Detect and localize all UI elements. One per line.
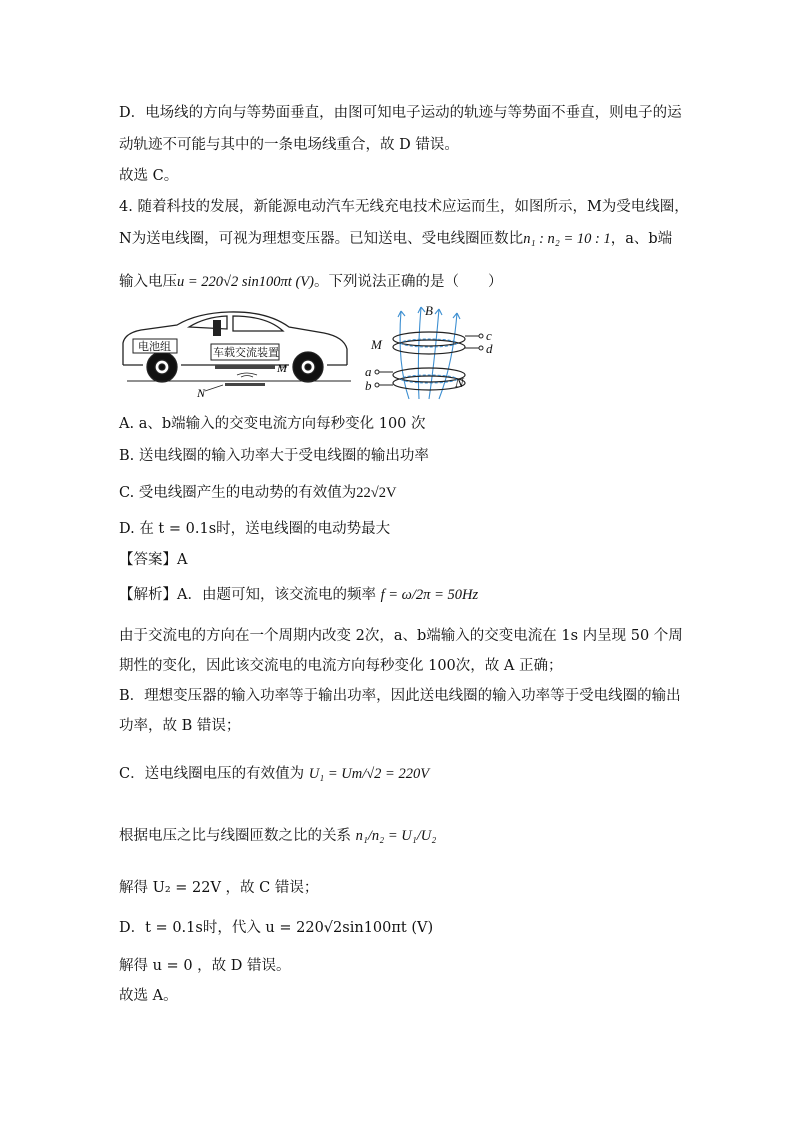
ground-coil-N (225, 383, 265, 386)
ratio-formula: n₁ : n₂ = 10 : 1 (523, 231, 611, 247)
wireless-waves-icon (237, 373, 257, 377)
text: C．送电线圈电压的有效值为 (119, 766, 305, 782)
label-N-coil: N (455, 375, 464, 390)
option-d: D. 在 t = 0.1s时，送电线圈的电动势最大 (119, 521, 391, 537)
label-d: d (486, 341, 493, 356)
frequency-formula: f = ω/2π = 50Hz (380, 587, 479, 603)
device-label: 车载交流装置 (213, 346, 279, 359)
text: ，a、b端 (610, 231, 673, 247)
label-N-car: N (197, 386, 206, 400)
wireless-charging-figure (119, 303, 519, 403)
label-c: c (486, 328, 492, 343)
option-c (119, 483, 396, 503)
option-b: B. 送电线圈的输入功率大于受电线圈的输出功率 (119, 448, 429, 464)
text-line: D．电场线的方向与等势面垂直，由图可知电子运动的轨迹与等势面不垂直，则电子的运 (119, 105, 682, 121)
explanation-line: 功率，故 B 错误； (119, 718, 241, 734)
effective-voltage-formula: U₁ = Um/√2 = 220V (308, 766, 430, 782)
text: 【解析】A．由题可知，该交流电的频率 (119, 587, 376, 603)
answer: 【答案】A (119, 552, 188, 568)
explanation-line: 解得 U₂ = 22V ，故 C 错误； (119, 880, 319, 896)
explanation-line: 由于交流电的方向在一个周期内改变 2次，a、b端输入的交变电流在 1s 内呈现 50 个周 (119, 628, 683, 644)
question-stem (119, 272, 502, 292)
explanation-line: 故选 A。 (119, 988, 178, 1004)
coil-diagram (375, 307, 483, 399)
explanation-line: 期性的变化，因此该交流电的电流方向每秒变化 100次，故 A 正确； (119, 658, 563, 674)
voltage-formula: u = 220√2 sin100πt (V) (177, 274, 314, 290)
text: 。下列说法正确的是（ ） (313, 274, 503, 290)
explanation-line (119, 764, 429, 784)
explanation-line: D．t = 0.1s时，代入 u = 220√2sin100πt (V) (119, 920, 434, 936)
explanation-line: B．理想变压器的输入功率等于输出功率，因此送电线圈的输入功率等于受电线圈的输出 (119, 688, 681, 704)
question-stem: 4. 随着科技的发展，新能源电动汽车无线充电技术应运而生，如图所示，M为受电线圈， (119, 199, 689, 215)
explanation-line (119, 826, 436, 846)
text-line: 动轨迹不可能与其中的一条电场线重合，故 D 错误。 (119, 137, 459, 153)
car-coil-M (215, 365, 275, 369)
turns-ratio-formula: n₁/n₂ = U₁/U₂ (355, 828, 437, 844)
label-B: B (425, 303, 433, 318)
emf-value: 22√2V (356, 485, 397, 501)
battery-label: 电池组 (138, 340, 171, 353)
explanation-line: 解得 u = 0 ，故 D 错误。 (119, 958, 291, 974)
label-b: b (365, 378, 372, 393)
label-M-coil: M (371, 337, 382, 352)
text-line: 故选 C。 (119, 168, 179, 184)
text: 根据电压之比与线圈匝数之比的关系 (119, 828, 351, 844)
option-a: A. a、b端输入的交变电流方向每秒变化 100 次 (119, 416, 426, 432)
text: C. 受电线圈产生的电动势的有效值为 (119, 485, 357, 501)
question-stem (119, 229, 672, 249)
label-a: a (365, 364, 372, 379)
explanation-line (119, 585, 478, 605)
text: N为送电线圈，可视为理想变压器。已知送电、受电线圈匝数比 (119, 231, 524, 247)
text: 输入电压 (119, 274, 177, 290)
label-M-car: M (277, 361, 287, 375)
